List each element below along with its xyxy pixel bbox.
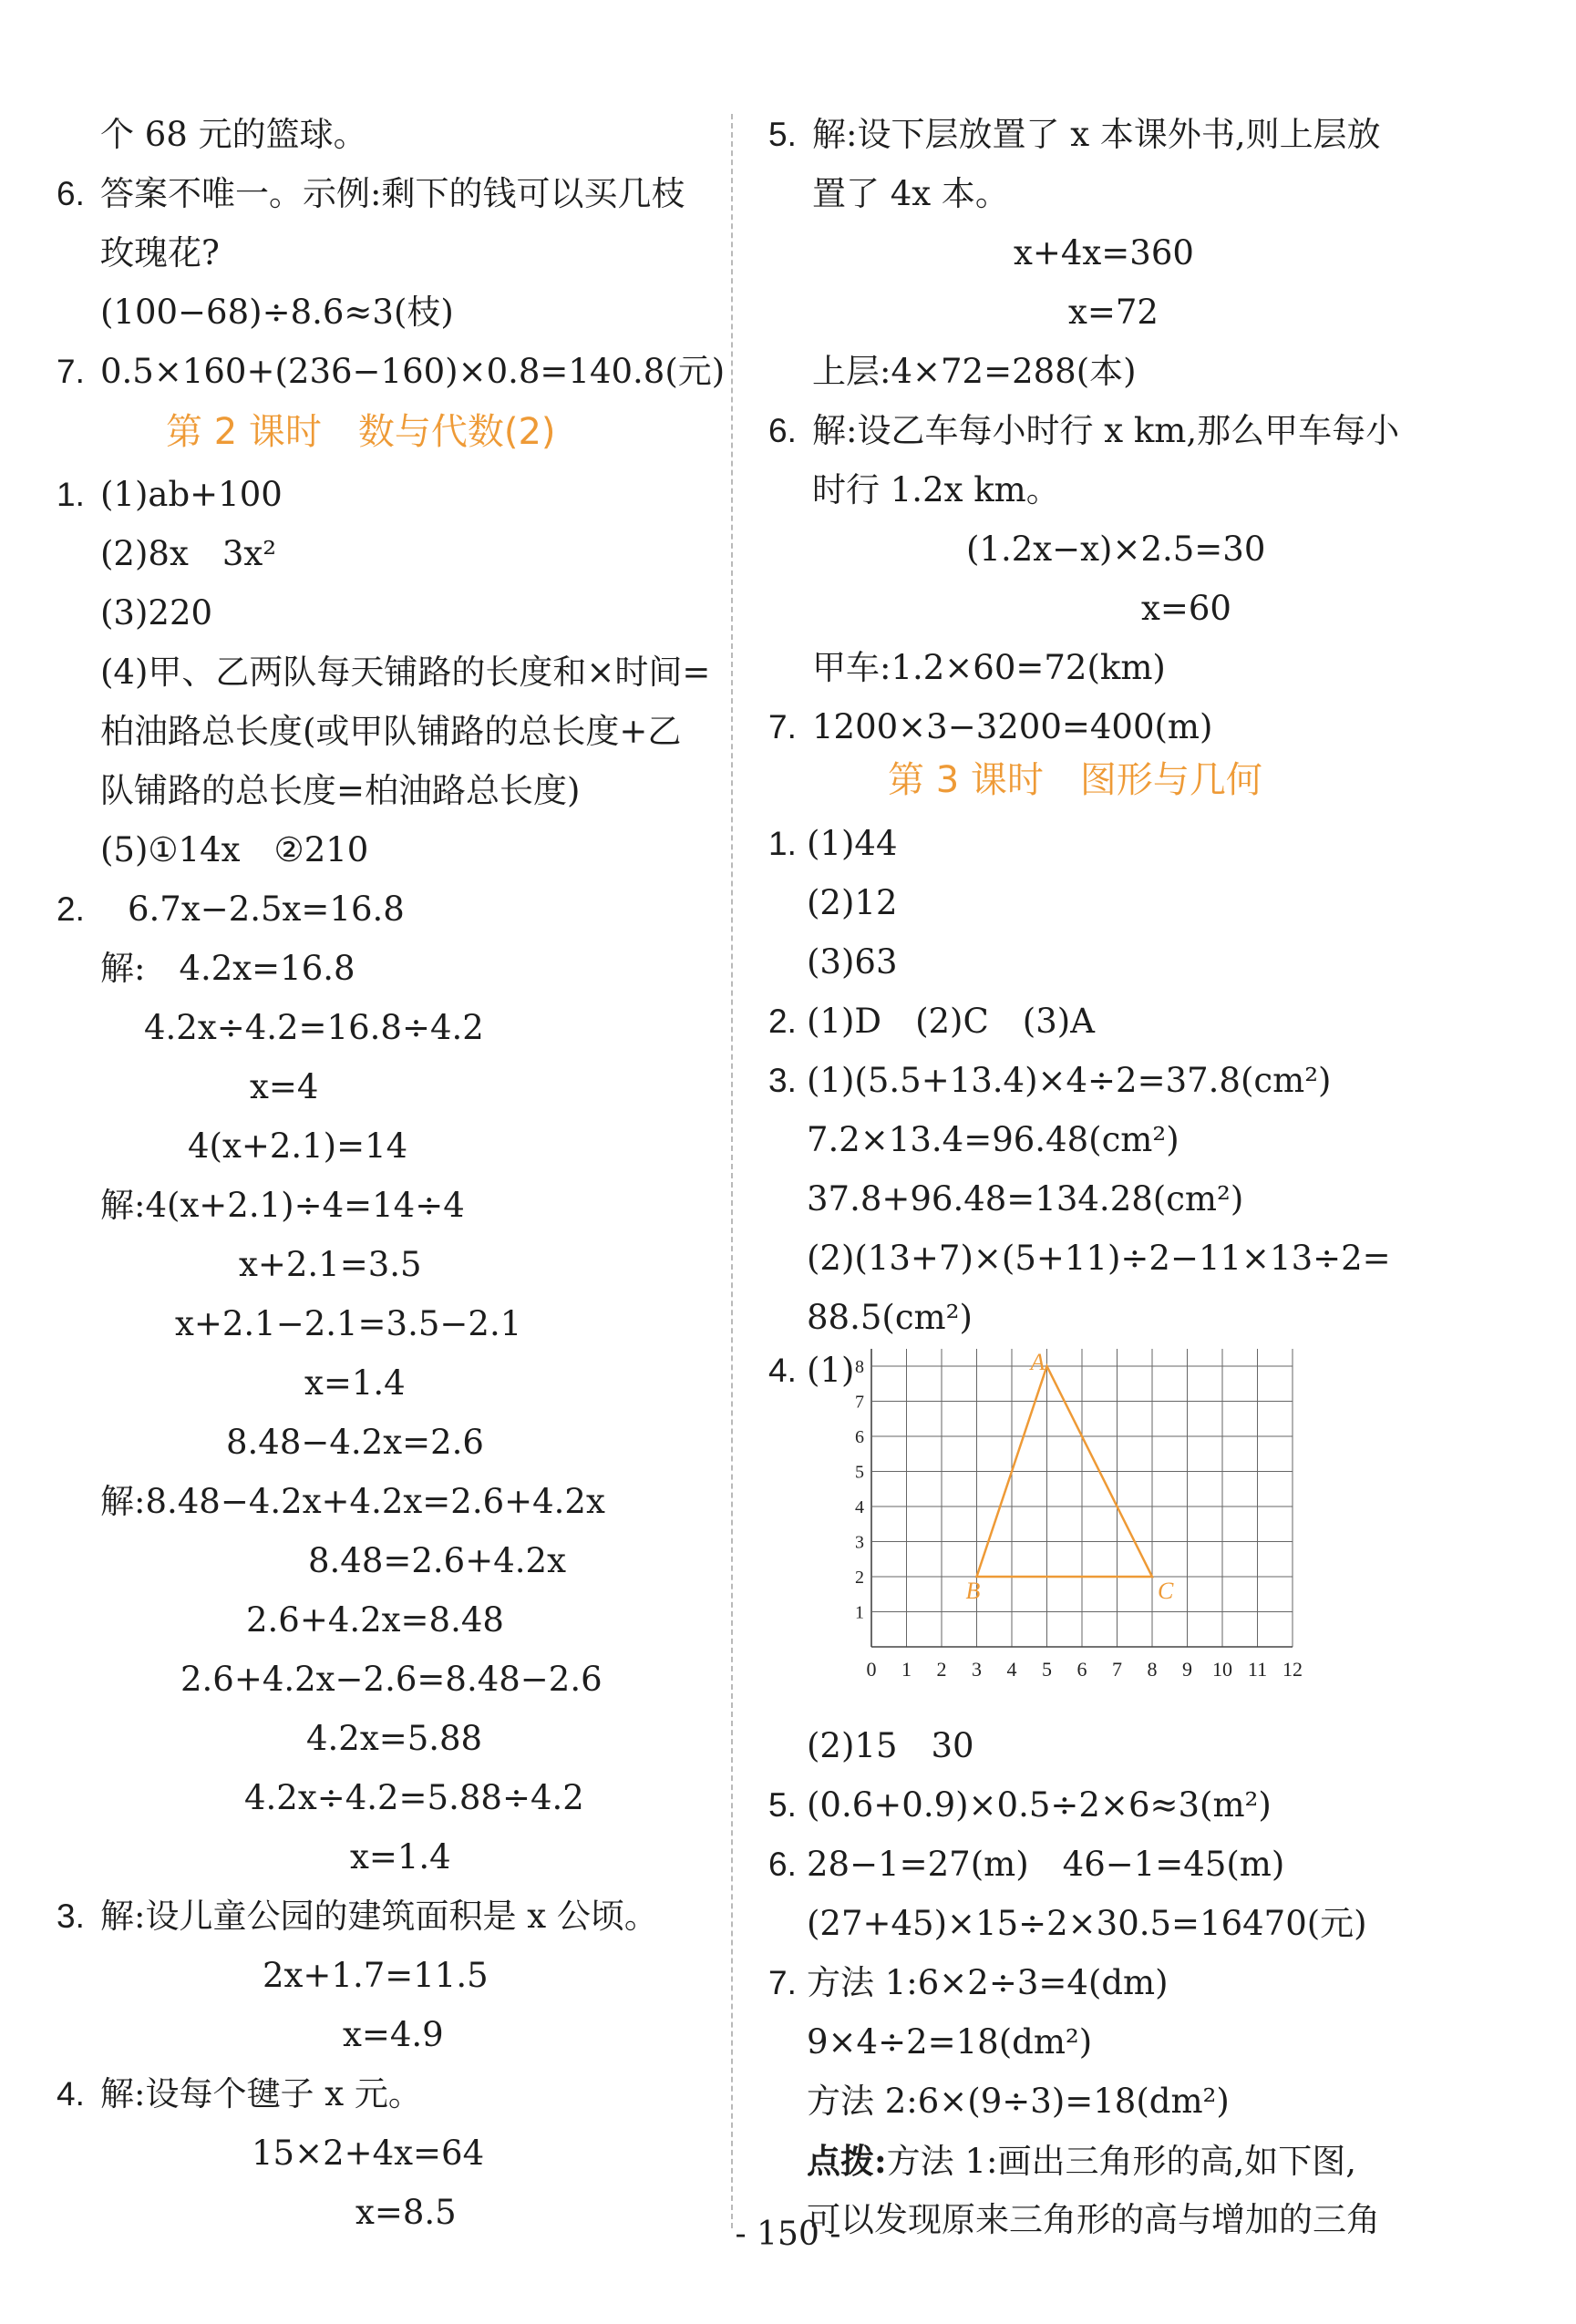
equation-line: x+2.1−2.1=3.5−2.1 — [175, 1304, 522, 1343]
tip-text-1: 方法 1:画出三角形的高,如下图, — [886, 2142, 1356, 2181]
question-number-7: 7. — [768, 1964, 797, 2001]
equation-line: x=1.4 — [350, 1837, 451, 1877]
column-divider — [731, 114, 733, 2228]
equation-line: 15×2+4x=64 — [252, 2134, 485, 2173]
equation-line: x=4.9 — [343, 2015, 444, 2054]
x-tick-label: 11 — [1247, 1658, 1268, 1681]
answer-g4-2: (2)15 30 — [807, 1726, 974, 1765]
tip-label: 点拨: — [807, 2141, 887, 2181]
x-tick-label: 4 — [1006, 1658, 1017, 1681]
equation-line: x+2.1=3.5 — [239, 1245, 422, 1284]
question-number-6: 6. — [57, 175, 85, 212]
question-number-6: 6. — [768, 412, 797, 449]
y-tick-label: 7 — [855, 1392, 864, 1413]
x-tick-label: 6 — [1076, 1658, 1087, 1681]
question-number-3: 3. — [768, 1062, 797, 1099]
equation-line: 2.6+4.2x=8.48 — [246, 1600, 504, 1640]
question-number-4: 4. — [768, 1352, 797, 1389]
question-number-2: 2. — [57, 890, 85, 928]
question-6-line-2: 时行 1.2x km。 — [812, 470, 1060, 509]
question-7-text: 1200×3−3200=400(m) — [812, 707, 1213, 746]
answer-1-2: (2)8x 3x² — [100, 534, 277, 573]
coordinate-grid-figure — [848, 1349, 1322, 1713]
equation-line: 2x+1.7=11.5 — [263, 1956, 489, 1995]
equation-line: x=1.4 — [304, 1363, 406, 1403]
question-number-1: 1. — [768, 825, 797, 862]
tip-line-1 — [807, 2139, 1356, 2184]
equation-line: 4.2x=5.88 — [306, 1719, 483, 1758]
question-number-6: 6. — [768, 1846, 797, 1883]
equation-line: x=4 — [250, 1067, 319, 1106]
question-5-text: 解:设下层放置了 x 本课外书,则上层放 — [812, 115, 1381, 154]
answer-g5: (0.6+0.9)×0.5÷2×6≈3(m²) — [807, 1785, 1272, 1825]
answer-g6-2: (27+45)×15÷2×30.5=16470(元) — [807, 1904, 1367, 1943]
equation-line: 8.48−4.2x=2.6 — [226, 1423, 484, 1462]
x-tick-label: 9 — [1182, 1658, 1192, 1681]
x-tick-label: 1 — [901, 1658, 912, 1681]
question-5-line-5: 上层:4×72=288(本) — [812, 352, 1137, 391]
vertex-label-c: C — [1158, 1578, 1174, 1604]
answer-1-3: (3)220 — [100, 593, 213, 632]
equation-line: x=72 — [1068, 293, 1159, 332]
grid-lines — [871, 1349, 1293, 1647]
triangle-vertex-labels — [966, 1349, 1175, 1604]
question-6-line-3: (100−68)÷8.6≈3(枝) — [100, 293, 454, 332]
question-number-4: 4. — [57, 2075, 85, 2113]
x-tick-label: 10 — [1212, 1658, 1232, 1681]
equation-line: 解:4(x+2.1)÷4=14÷4 — [100, 1186, 465, 1225]
equation-line: (1.2x−x)×2.5=30 — [966, 530, 1266, 569]
left-line-continued: 个 68 元的篮球。 — [100, 115, 367, 154]
question-6-text: 答案不唯一。示例:剩下的钱可以买几枝 — [100, 174, 685, 213]
answer-g7-2: 9×4÷2=18(dm²) — [807, 2022, 1093, 2062]
question-6-text: 解:设乙车每小时行 x km,那么甲车每小 — [812, 411, 1400, 450]
answer-1-1: (1)ab+100 — [100, 475, 283, 514]
question-number-5: 5. — [768, 116, 797, 153]
y-tick-label: 8 — [855, 1357, 864, 1377]
y-tick-label: 2 — [855, 1568, 864, 1588]
equation-line: 解: 4.2x=16.8 — [100, 949, 355, 988]
answer-g2: (1)D (2)C (3)A — [807, 1002, 1095, 1041]
answer-1-5: (5)①14x ②210 — [100, 830, 369, 869]
equation-line: 8.48=2.6+4.2x — [308, 1541, 566, 1580]
x-tick-label: 5 — [1042, 1658, 1052, 1681]
equation-line: 4(x+2.1)=14 — [188, 1126, 408, 1166]
x-tick-label: 8 — [1147, 1658, 1158, 1681]
page-number: - 150 - — [735, 2216, 841, 2253]
question-number-7: 7. — [768, 708, 797, 746]
question-number-3: 3. — [57, 1897, 85, 1935]
y-tick-label: 1 — [855, 1602, 864, 1623]
question-number-7: 7. — [57, 353, 85, 390]
question-6-line-2: 玫瑰花? — [100, 233, 220, 273]
y-tick-label: 4 — [855, 1497, 864, 1517]
y-axis-tick-labels — [855, 1349, 864, 1623]
question-5-line-2: 置了 4x 本。 — [812, 174, 1009, 213]
answer-g1-1: (1)44 — [807, 824, 898, 863]
answer-g3-2: 7.2×13.4=96.48(cm²) — [807, 1120, 1179, 1159]
x-tick-label: 12 — [1282, 1658, 1303, 1681]
question-number-2: 2. — [768, 1003, 797, 1040]
x-tick-label: 2 — [936, 1658, 947, 1681]
question-3-text: 解:设儿童公园的建筑面积是 x 公顷。 — [100, 1897, 658, 1936]
section-heading-lesson-3: 第 3 课时 图形与几何 — [888, 759, 1262, 801]
equation-line: 4.2x÷4.2=16.8÷4.2 — [144, 1008, 484, 1047]
answer-g3-5: 88.5(cm²) — [807, 1298, 973, 1337]
x-axis-tick-labels — [867, 1658, 1303, 1681]
y-tick-label: 5 — [855, 1462, 864, 1483]
equation-line: 4.2x÷4.2=5.88÷4.2 — [244, 1778, 584, 1817]
question-7-text: 0.5×160+(236−160)×0.8=140.8(元) — [100, 352, 726, 391]
question-4-text: 解:设每个毽子 x 元。 — [100, 2074, 422, 2113]
answer-g3-3: 37.8+96.48=134.28(cm²) — [807, 1179, 1244, 1219]
y-tick-label: 3 — [855, 1532, 864, 1553]
section-heading-lesson-2: 第 2 课时 数与代数(2) — [166, 411, 556, 453]
equation-line: x=60 — [1141, 589, 1231, 628]
vertex-label-b: B — [965, 1578, 981, 1604]
y-tick-label: 6 — [855, 1427, 864, 1447]
answer-g7-1: 方法 1:6×2÷3=4(dm) — [807, 1963, 1169, 2002]
question-number-5: 5. — [768, 1786, 797, 1824]
answer-g1-3: (3)63 — [807, 942, 898, 982]
answer-g7-3: 方法 2:6×(9÷3)=18(dm²) — [807, 2082, 1230, 2121]
equation-line: x=8.5 — [355, 2193, 457, 2232]
tip-line-2: 可以发现原来三角形的高与增加的三角 — [807, 2200, 1380, 2239]
equation-line: 6.7x−2.5x=16.8 — [128, 889, 405, 929]
question-number-1: 1. — [57, 476, 85, 513]
answer-1-4-line-2: 柏油路总长度(或甲队铺路的总长度+乙 — [100, 712, 682, 751]
equation-line: 2.6+4.2x−2.6=8.48−2.6 — [180, 1660, 603, 1699]
answer-g3-4: (2)(13+7)×(5+11)÷2−11×13÷2= — [807, 1239, 1391, 1278]
answer-g3-1: (1)(5.5+13.4)×4÷2=37.8(cm²) — [807, 1061, 1332, 1100]
answer-g1-2: (2)12 — [807, 883, 898, 922]
equation-line: 解:8.48−4.2x+4.2x=2.6+4.2x — [100, 1482, 605, 1521]
x-tick-label: 3 — [972, 1658, 982, 1681]
vertex-label-a: A — [1030, 1349, 1046, 1375]
answer-1-4-line-1: (4)甲、乙两队每天铺路的长度和×时间= — [100, 653, 711, 692]
equation-line: x+4x=360 — [1014, 233, 1194, 273]
question-6-line-5: 甲车:1.2×60=72(km) — [812, 648, 1166, 687]
x-tick-label: 0 — [866, 1658, 877, 1681]
answer-g6-1: 28−1=27(m) 46−1=45(m) — [807, 1845, 1285, 1884]
x-tick-label: 7 — [1112, 1658, 1122, 1681]
answer-1-4-line-3: 队铺路的总长度=柏油路总长度) — [100, 771, 581, 810]
answer-g4-label: (1) — [807, 1351, 855, 1390]
